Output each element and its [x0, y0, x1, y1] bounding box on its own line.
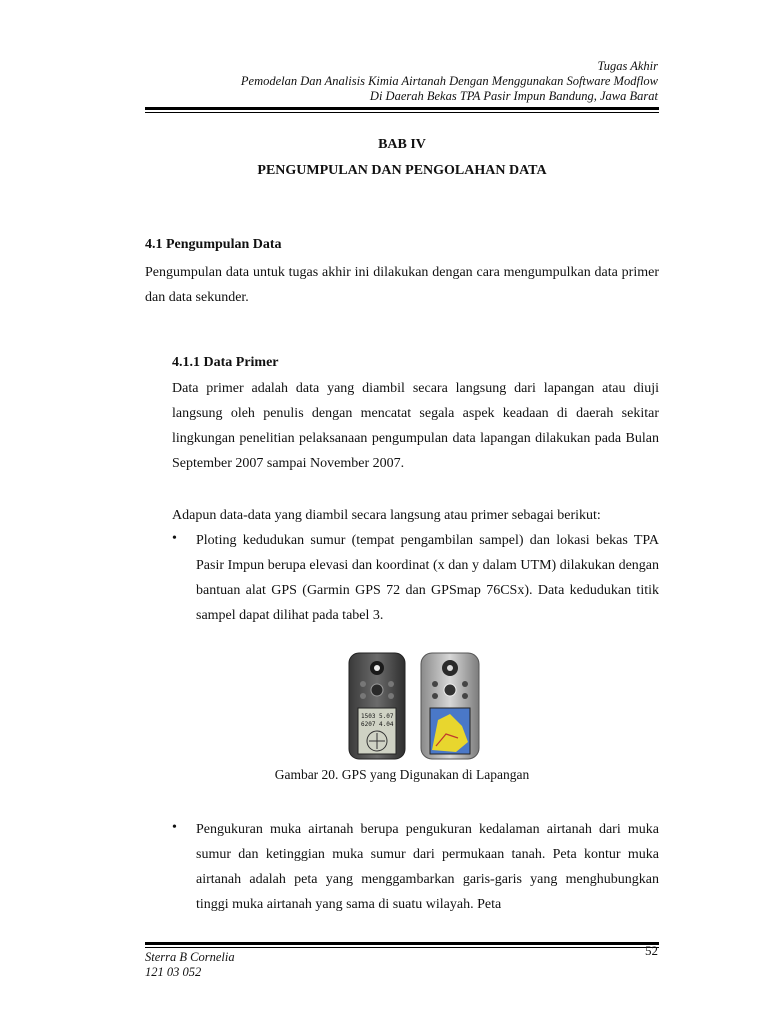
footer-rule-thick	[145, 942, 659, 945]
footer-rule-thin	[145, 947, 659, 948]
subsection-heading: 4.1.1 Data Primer	[172, 355, 279, 370]
section-heading: 4.1 Pengumpulan Data	[145, 237, 282, 252]
gps-72-device	[349, 653, 405, 759]
gps-72-readout-2: 6207 4.04	[361, 721, 394, 728]
page-number: 52	[645, 943, 658, 958]
gps-figure	[346, 650, 486, 762]
header-location: Di Daerah Bekas TPA Pasir Impun Bandung, Jawa Barat	[369, 89, 658, 103]
gps-72-readout-1: 1503 5.07	[361, 713, 394, 720]
bullet-1-text: Ploting kedudukan sumur (tempat pengambilan sampel) dan lokasi bekas TPA Pasir Impun berupa elevasi dan koordinat (x dan y dalam UTM) dilakukan dengan bantuan alat GPS (Garmin GPS 72 dan GPSmap 76CSx). Data kedudukan titik sampel dapat dilihat pada tabel 3.	[196, 533, 659, 623]
list-intro: Adapun data-data yang diambil secara langsung atau primer sebagai berikut:	[172, 508, 601, 523]
gpsmap-76csx-device	[421, 653, 479, 759]
footer-author: Sterra B Cornelia	[145, 950, 235, 964]
section-paragraph: Pengumpulan data untuk tugas akhir ini dilakukan dengan cara mengumpulkan data primer dan data sekunder.	[145, 265, 659, 305]
bullet-1-marker: •	[172, 531, 177, 546]
footer-nim: 121 03 052	[145, 965, 202, 979]
header-thesis-title: Pemodelan Dan Analisis Kimia Airtanah Dengan Menggunakan Software Modflow	[240, 74, 658, 88]
figure-caption: Gambar 20. GPS yang Digunakan di Lapangan	[274, 767, 530, 782]
header-rule-thick	[145, 107, 659, 110]
header-rule-thin	[145, 112, 659, 113]
chapter-number: BAB IV	[378, 137, 426, 152]
chapter-title: PENGUMPULAN DAN PENGOLAHAN DATA	[257, 163, 547, 178]
subsection-paragraph: Data primer adalah data yang diambil secara langsung dari lapangan atau diuji langsung oleh penulis dengan mencatat segala aspek keadaan di daerah sekitar lingkungan penelitian pelaksanaan pengumpulan data lapangan dilakukan pada Bulan September 2007 sampai November 2007.	[172, 381, 659, 471]
bullet-2-text: Pengukuran muka airtanah berupa pengukuran kedalaman airtanah dari muka sumur dan ketinggian muka sumur dari permukaan tanah. Peta kontur muka airtanah adalah peta yang menggambarkan garis-garis yang menghubungkan tinggi muka airtanah yang sama di suatu wilayah. Peta	[196, 822, 659, 912]
bullet-2-marker: •	[172, 820, 177, 835]
header-title: Tugas Akhir	[597, 59, 658, 73]
